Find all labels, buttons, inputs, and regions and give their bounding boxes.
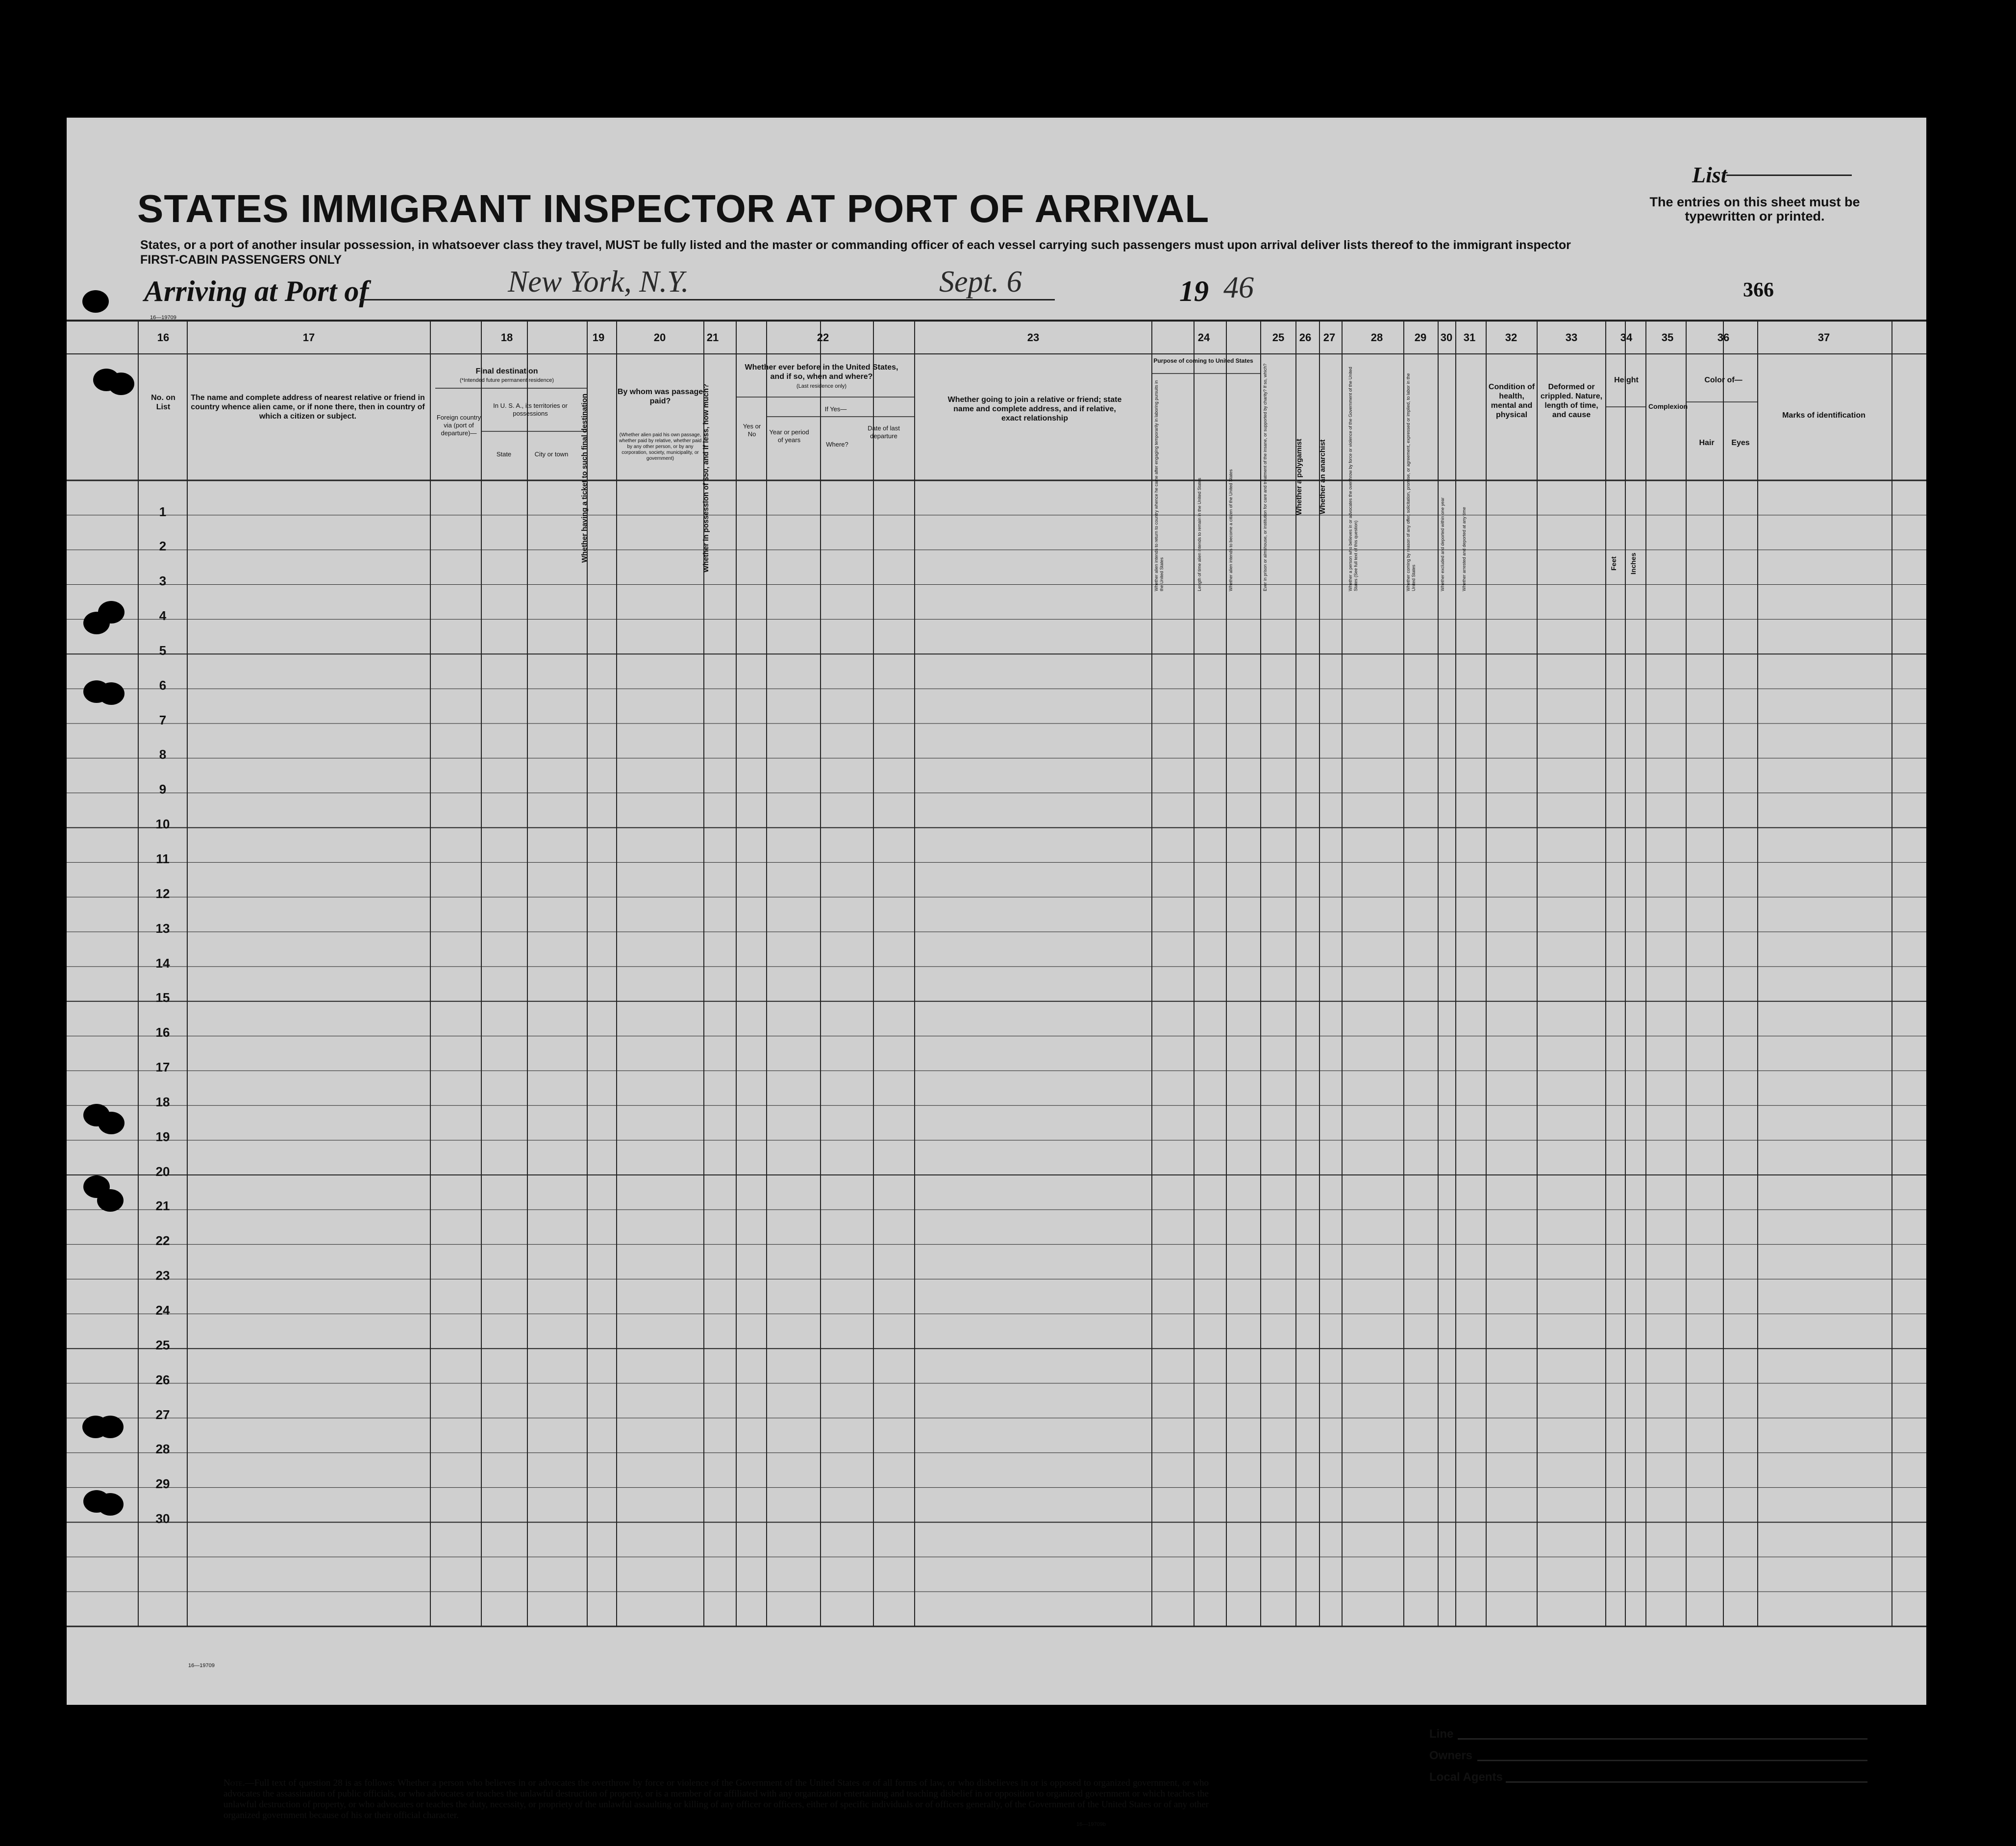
punch-hole bbox=[98, 682, 124, 705]
header-purpose: Purpose of coming to United States bbox=[1153, 357, 1253, 364]
arriving-label: Arriving at Port of bbox=[144, 275, 369, 307]
header-feet: Feet bbox=[1610, 556, 1618, 571]
punch-hole bbox=[97, 1493, 124, 1516]
header-labor-offer: Whether coming by reason of any offer, solicitation, promise, or agreement, expressed or implied, to labor in the United States bbox=[1406, 373, 1416, 591]
row-number: 18 bbox=[155, 1094, 170, 1109]
note-text: —Full text of question 28 is as follows: Whether a person who believes in or advocates the overthrow by force or violence of the Government of the United States or of all forms of law, or who disbelieves in or is opposed to organized government, or who advocates the assassination of public officials, or who advocates or teaches the unlawful destruction of property, or is a member of or affiliated with any organization entertaining and teaching disbelief in or opposition to organized government or which teaches the unlawful destruction of property, or who advocates or teaches the duty, necessity, or propriety of the unlawful assaulting or killing of any officer or officers, either of specific individuals or of officers generally, of the Government of the United States or of any other organized government because of his or their official character. bbox=[224, 1778, 1209, 1821]
row-number: 7 bbox=[159, 712, 167, 727]
column-number: 27 bbox=[1323, 331, 1336, 344]
row-number: 5 bbox=[159, 643, 167, 658]
row-number: 9 bbox=[159, 782, 167, 797]
header-passage-paid-sub: (Whether alien paid his own passage, whether paid by relative, whether paid by any other person, or by any corporation, society, municipality, or government) bbox=[619, 432, 702, 461]
header-nearest-relative: The name and complete address of nearest relative or friend in country whence alien came, or if none there, then in country of which a citizen or subject. bbox=[191, 394, 425, 421]
manifest-grid bbox=[67, 118, 1926, 1705]
header-marks-identification: Marks of identification bbox=[1782, 411, 1866, 420]
header-purpose-return: Whether alien intends to return to country whence he came after engaging temporarily in laboring pursuits in the United States bbox=[1154, 380, 1164, 591]
row-number: 14 bbox=[155, 955, 170, 971]
row-number: 28 bbox=[155, 1442, 170, 1457]
header-complexion: Complexion bbox=[1648, 402, 1688, 410]
column-number: 18 bbox=[500, 331, 513, 344]
header-eyes: Eyes bbox=[1731, 439, 1750, 447]
column-number: 35 bbox=[1661, 331, 1674, 344]
typewritten-note: The entries on this sheet must be typewritten or printed. bbox=[1649, 195, 1860, 224]
header-deported: Whether arrested and deported at any time bbox=[1462, 507, 1467, 591]
list-number: 366 bbox=[1743, 279, 1774, 301]
header-last-residence: (Last residence only) bbox=[796, 383, 847, 389]
date-value: Sept. 6 bbox=[939, 265, 1022, 299]
row-number: 23 bbox=[155, 1268, 170, 1283]
punch-hole bbox=[97, 1189, 124, 1212]
question-28-note bbox=[224, 1778, 1209, 1821]
column-number: 22 bbox=[817, 331, 829, 344]
local-agents-label: Local Agents bbox=[1429, 1771, 1503, 1784]
row-number: 19 bbox=[155, 1129, 170, 1144]
header-year-period: Year or period of years bbox=[769, 428, 809, 444]
punch-hole bbox=[83, 612, 110, 634]
header-city-town: City or town bbox=[534, 450, 569, 458]
header-final-destination: Final destination bbox=[475, 367, 538, 375]
column-number: 21 bbox=[706, 331, 719, 344]
row-number: 29 bbox=[155, 1476, 170, 1492]
header-height: Height bbox=[1614, 376, 1639, 384]
line-underline bbox=[1458, 1737, 1867, 1740]
column-number: 28 bbox=[1370, 331, 1383, 344]
punch-hole bbox=[98, 1112, 124, 1134]
row-number: 13 bbox=[155, 921, 170, 936]
row-number: 26 bbox=[155, 1372, 170, 1387]
header-final-destination-sub: (*Intended future permanent residence) bbox=[459, 377, 554, 383]
agents-underline bbox=[1506, 1780, 1867, 1783]
column-number: 37 bbox=[1817, 331, 1830, 344]
column-number: 33 bbox=[1565, 331, 1578, 344]
port-value: New York, N.Y. bbox=[508, 265, 689, 299]
row-number: 25 bbox=[155, 1337, 170, 1352]
punch-hole bbox=[108, 373, 134, 395]
note-code: 16—19709b bbox=[1076, 1821, 1106, 1827]
row-number: 16 bbox=[155, 1025, 170, 1040]
column-number: 23 bbox=[1027, 331, 1040, 344]
form-code-top: 16—19709 bbox=[150, 315, 176, 321]
line-label: Line bbox=[1429, 1727, 1454, 1741]
column-number: 25 bbox=[1272, 331, 1285, 344]
header-prison: Ever in prison or almshouse, or institution for care and treatment of the insane, or supported by charity? If so, which? bbox=[1263, 363, 1268, 591]
header-foreign-country: Foreign country via (port of departure)— bbox=[436, 414, 481, 437]
header-fifty-dollars: Whether in possession of $50, and if less, how much? bbox=[702, 383, 710, 573]
row-number: 11 bbox=[156, 851, 170, 866]
row-number: 4 bbox=[159, 608, 167, 624]
row-number: 8 bbox=[159, 747, 167, 762]
header-purpose-length: Length of time alien intends to remain in the United States bbox=[1197, 477, 1202, 591]
header-in-usa: In U. S. A., its territories or possessions bbox=[493, 402, 568, 417]
header-excluded: Whether excluded and deported within one year bbox=[1440, 497, 1445, 591]
header-overthrow: Whether a person who believes in or advocates the overthrow by force or violence of the Government of the United States (See full text of this question) bbox=[1348, 367, 1358, 591]
header-where: Where? bbox=[826, 441, 848, 448]
year-value: 46 bbox=[1223, 271, 1254, 304]
row-number: 17 bbox=[155, 1060, 170, 1075]
column-number: 20 bbox=[653, 331, 666, 344]
row-number: 1 bbox=[159, 504, 167, 519]
header-state: State bbox=[496, 450, 512, 458]
page-title: STATES IMMIGRANT INSPECTOR AT PORT OF ARRIVAL bbox=[137, 187, 1210, 230]
header-color-of: Color of— bbox=[1704, 376, 1742, 384]
column-number: 16 bbox=[157, 331, 170, 344]
header-purpose-citizen: Whether alien intends to become a citizen of the United States bbox=[1228, 469, 1233, 591]
passenger-class-note: FIRST-CABIN PASSENGERS ONLY bbox=[140, 253, 342, 267]
header-passage-paid: By whom was passage paid? bbox=[617, 388, 703, 405]
row-number: 10 bbox=[155, 817, 170, 832]
form-code-bottom: 16—19709 bbox=[188, 1663, 215, 1669]
header-ticket: Whether having a ticket to such final destination bbox=[580, 393, 589, 563]
column-number: 24 bbox=[1197, 331, 1210, 344]
header-inches: Inches bbox=[1629, 552, 1637, 575]
row-number: 12 bbox=[155, 886, 170, 901]
column-number: 36 bbox=[1717, 331, 1730, 344]
row-number: 21 bbox=[155, 1198, 170, 1214]
column-number: 26 bbox=[1299, 331, 1312, 344]
row-number: 6 bbox=[159, 677, 167, 693]
column-number: 34 bbox=[1620, 331, 1633, 344]
column-number: 32 bbox=[1505, 331, 1518, 344]
row-number: 22 bbox=[155, 1233, 170, 1248]
year-prefix: 19 bbox=[1179, 275, 1209, 307]
column-number: 17 bbox=[302, 331, 315, 344]
header-hair: Hair bbox=[1699, 439, 1715, 447]
punch-hole bbox=[82, 290, 109, 313]
header-if-yes: If Yes— bbox=[824, 405, 847, 413]
column-number: 29 bbox=[1414, 331, 1427, 344]
list-label: List bbox=[1692, 162, 1727, 187]
instruction-text: States, or a port of another insular possession, in whatsoever class they travel, MUST be fully listed and the master or commanding officer of each vessel carrying such passengers must upon arrival deliver lists thereof to the immigrant inspector bbox=[140, 238, 1571, 252]
manifest-sheet bbox=[67, 118, 1926, 1827]
row-number: 27 bbox=[155, 1407, 170, 1422]
punch-hole bbox=[97, 1416, 124, 1438]
header-anarchist: Whether an anarchist bbox=[1319, 439, 1327, 515]
column-number: 30 bbox=[1440, 331, 1453, 344]
header-yes-no: Yes or No bbox=[743, 423, 761, 438]
row-number: 15 bbox=[155, 990, 170, 1005]
row-number: 30 bbox=[155, 1511, 170, 1526]
header-ever-before-in-us: Whether ever before in the United States, and if so, when and where? bbox=[745, 363, 898, 381]
row-number: 24 bbox=[155, 1303, 170, 1318]
header-date-last-departure: Date of last departure bbox=[868, 424, 900, 440]
header-no-on-list: No. on List bbox=[151, 394, 175, 411]
owners-label: Owners bbox=[1429, 1749, 1473, 1762]
row-number: 3 bbox=[159, 574, 167, 589]
column-number: 19 bbox=[592, 331, 605, 344]
header-polygamist: Whether a polygamist bbox=[1295, 439, 1303, 515]
row-number: 20 bbox=[155, 1164, 170, 1179]
header-join-relative: Whether going to join a relative or friend; state name and complete address, and if relative, exact relationship bbox=[947, 396, 1122, 423]
row-number: 2 bbox=[159, 539, 167, 554]
header-deformed: Deformed or crippled. Nature, length of time, and cause bbox=[1540, 383, 1603, 419]
owners-underline bbox=[1477, 1759, 1867, 1761]
header-health: Condition of health, mental and physical bbox=[1488, 383, 1535, 419]
column-number: 31 bbox=[1463, 331, 1476, 344]
note-lead: Note. bbox=[224, 1778, 245, 1788]
